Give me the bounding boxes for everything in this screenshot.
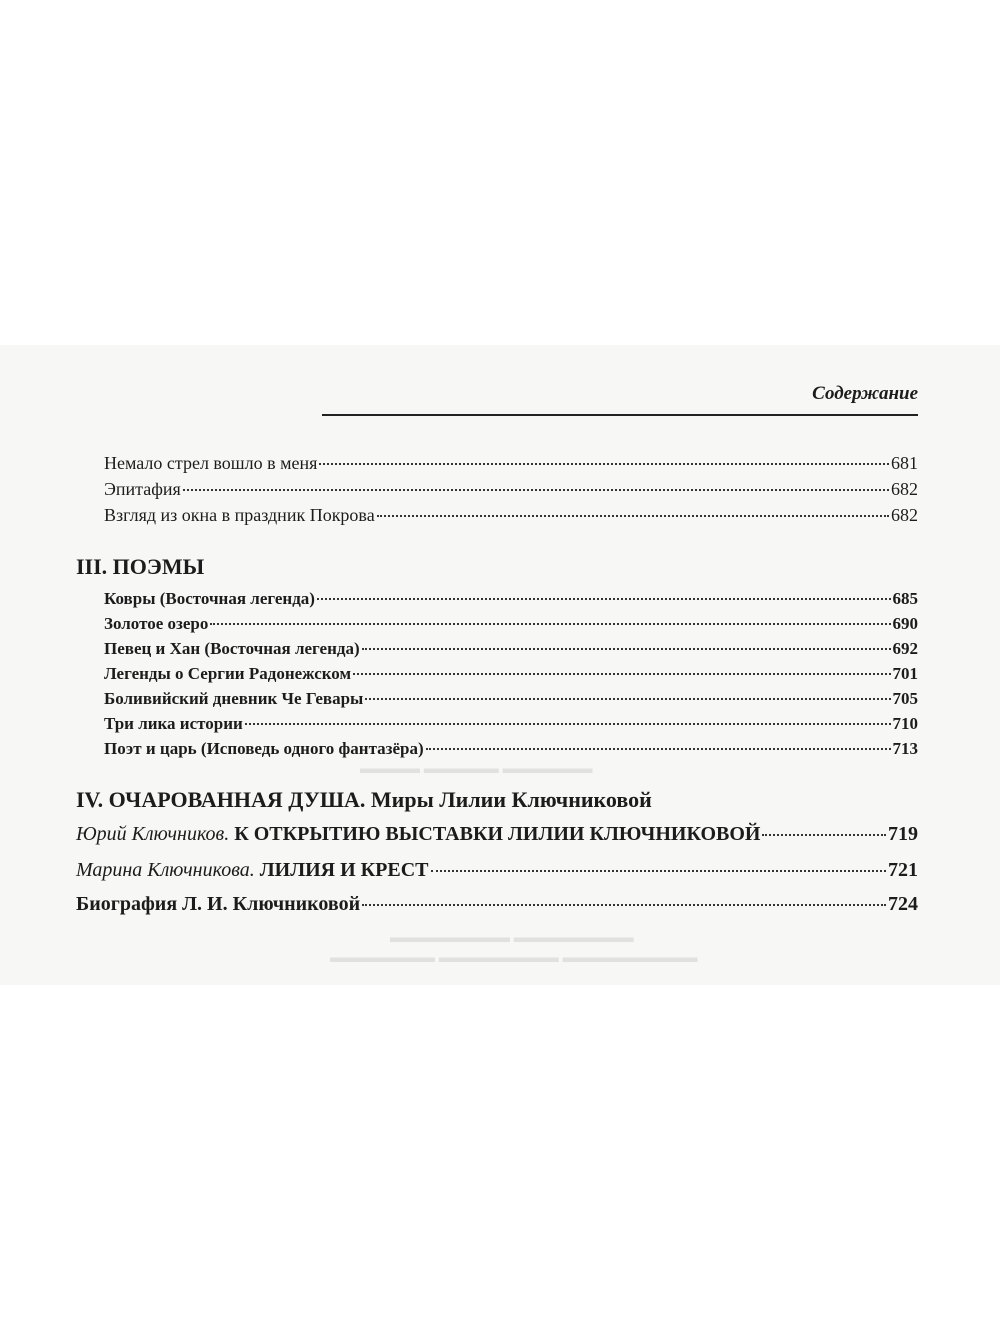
- toc-entry[interactable]: [104, 714, 918, 734]
- toc-entry-title: Три лика истории: [104, 714, 243, 733]
- toc-entry-page: 681: [891, 453, 918, 473]
- leader-dots: [210, 623, 890, 625]
- section-heading-iv-title: IV. ОЧАРОВАННАЯ ДУША.: [76, 787, 366, 812]
- leader-dots: [365, 698, 890, 700]
- leader-dots: [362, 648, 891, 650]
- leader-dots: [319, 463, 889, 465]
- toc-entry[interactable]: [76, 859, 918, 882]
- toc-entry-page: 692: [892, 639, 918, 658]
- leader-dots: [317, 598, 891, 600]
- toc-entry-page: 721: [888, 859, 918, 881]
- toc-entry-title: Боливийский дневник Че Гевары: [104, 689, 364, 708]
- toc-entry-page: 713: [892, 739, 918, 758]
- toc-entry[interactable]: [104, 639, 918, 659]
- leader-dots: [426, 748, 891, 750]
- toc-entry-author: Юрий Ключников.: [76, 823, 230, 845]
- toc-entry-title: Эпитафия: [104, 479, 181, 499]
- toc-entry-title: Взгляд из окна в праздник Покрова: [104, 505, 375, 525]
- toc-entry[interactable]: [104, 589, 918, 609]
- toc-entry-title: Певец и Хан (Восточная легенда): [104, 639, 360, 658]
- toc-entry-title: Биография Л. И. Ключниковой: [76, 893, 361, 915]
- toc-entry-title: [76, 823, 760, 846]
- leader-dots: [245, 723, 891, 725]
- toc-entry[interactable]: [104, 664, 918, 684]
- toc-entry-page: 724: [888, 893, 918, 915]
- toc-entry-title: [76, 859, 429, 882]
- toc-entry[interactable]: [76, 823, 918, 846]
- leader-dots: [431, 870, 886, 872]
- toc-entry[interactable]: [104, 689, 918, 709]
- toc-entry-page: 682: [891, 479, 918, 499]
- toc-entry-title-text: К ОТКРЫТИЮ ВЫСТАВКИ ЛИЛИИ КЛЮЧНИКОВОЙ: [234, 823, 761, 845]
- toc-entry-title: Легенды о Сергии Радонежском: [104, 664, 352, 683]
- toc-entry-title-text: ЛИЛИЯ И КРЕСТ: [259, 859, 429, 881]
- toc-entry[interactable]: [104, 614, 918, 634]
- toc-entry[interactable]: [104, 479, 918, 500]
- bleed-through-text: ▬▬▬▬▬▬▬ ▬▬▬▬▬▬▬▬ ▬▬▬▬▬▬▬▬▬: [330, 950, 698, 966]
- section-heading-iv[interactable]: [76, 787, 652, 813]
- toc-entry-title: Немало стрел вошло в меня: [104, 453, 318, 473]
- toc-entry-author: Марина Ключникова.: [76, 859, 255, 881]
- toc-entry-page: 705: [892, 689, 918, 708]
- section-heading-iv-subtitle: Миры Лилии Ключниковой: [370, 787, 652, 812]
- leader-dots: [762, 834, 886, 836]
- toc-entry[interactable]: [76, 893, 918, 916]
- toc-entry[interactable]: [104, 505, 918, 526]
- leader-dots: [353, 673, 890, 675]
- toc-entry-page: 710: [892, 714, 918, 733]
- bleed-through-text: ▬▬▬▬ ▬▬▬▬▬ ▬▬▬▬▬▬: [360, 761, 593, 777]
- running-title: Содержание: [812, 383, 918, 404]
- leader-dots: [377, 515, 889, 517]
- leader-dots: [183, 489, 889, 491]
- leader-dots: [362, 904, 886, 906]
- toc-entry-page: 701: [892, 664, 918, 683]
- book-page: [0, 345, 1000, 985]
- toc-entry-page: 690: [892, 614, 918, 633]
- header-rule: [322, 414, 918, 416]
- toc-entry-page: 682: [891, 505, 918, 525]
- toc-entry[interactable]: [104, 453, 918, 474]
- toc-entry[interactable]: [104, 739, 918, 759]
- bleed-through-text: ▬▬▬▬▬▬▬▬ ▬▬▬▬▬▬▬▬: [390, 930, 634, 946]
- toc-entry-page: 685: [892, 589, 918, 608]
- toc-entry-title: Ковры (Восточная легенда): [104, 589, 315, 608]
- section-heading-iii[interactable]: III. ПОЭМЫ: [76, 554, 205, 579]
- toc-entry-title: Золотое озеро: [104, 614, 209, 633]
- toc-entry-page: 719: [888, 823, 918, 845]
- toc-entry-title: Поэт и царь (Исповедь одного фантазёра): [104, 739, 424, 758]
